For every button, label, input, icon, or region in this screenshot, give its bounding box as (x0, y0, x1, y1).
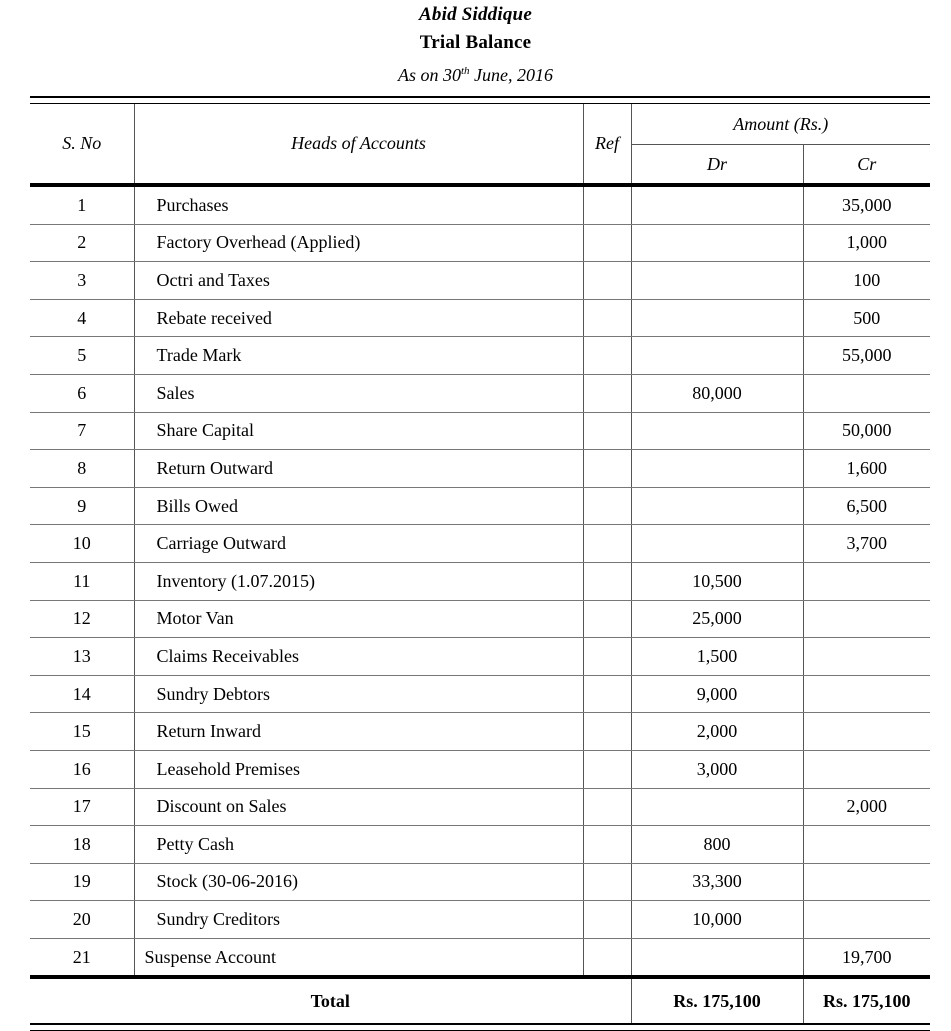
row-head-of-account: Motor Van (134, 600, 583, 638)
table-foot (30, 977, 930, 1023)
row-debit-value (631, 525, 803, 563)
table-head (30, 104, 930, 187)
row-serial-number: 6 (30, 374, 134, 412)
row-ref (583, 938, 631, 977)
document-subtitle: Trial Balance (419, 32, 532, 53)
row-credit-value: 1,000 (803, 224, 930, 262)
row-debit-value: 3,000 (631, 750, 803, 788)
row-credit-value: 3,700 (803, 525, 930, 563)
row-serial-number: 5 (30, 337, 134, 375)
row-debit-value (631, 487, 803, 525)
row-serial-number: 20 (30, 901, 134, 939)
row-serial-number: 18 (30, 826, 134, 864)
row-ref (583, 638, 631, 676)
row-serial-number: 12 (30, 600, 134, 638)
row-credit-value (803, 675, 930, 713)
row-ref (583, 299, 631, 337)
row-head-of-account: Sundry Debtors (134, 675, 583, 713)
total-debit-value: Rs. 175,100 (631, 977, 803, 1023)
table-row (30, 337, 930, 375)
row-serial-number: 14 (30, 675, 134, 713)
row-debit-value (631, 788, 803, 826)
row-head-of-account: Trade Mark (134, 337, 583, 375)
dateline-ordinal-suffix: th (460, 65, 470, 77)
dateline-prefix: As on 30 (397, 65, 461, 85)
row-head-of-account: Petty Cash (134, 826, 583, 864)
row-serial-number: 3 (30, 262, 134, 300)
row-serial-number: 4 (30, 299, 134, 337)
row-debit-value (631, 299, 803, 337)
row-ref (583, 224, 631, 262)
row-credit-value (803, 901, 930, 939)
row-serial-number: 16 (30, 750, 134, 788)
row-debit-value: 10,500 (631, 562, 803, 600)
row-debit-value (631, 938, 803, 977)
table-row (30, 299, 930, 337)
table-row (30, 750, 930, 788)
row-debit-value (631, 187, 803, 224)
table-row (30, 224, 930, 262)
row-debit-value (631, 450, 803, 488)
column-header-heads-of-accounts: Heads of Accounts (134, 104, 583, 185)
row-debit-value (631, 224, 803, 262)
table-row (30, 487, 930, 525)
row-ref (583, 187, 631, 224)
trial-balance-table-wrapper (30, 96, 930, 1031)
row-head-of-account: Stock (30-06-2016) (134, 863, 583, 901)
total-label: Total (30, 977, 631, 1023)
row-serial-number: 10 (30, 525, 134, 563)
row-head-of-account: Discount on Sales (134, 788, 583, 826)
row-credit-value: 6,500 (803, 487, 930, 525)
row-ref (583, 562, 631, 600)
table-body (30, 187, 930, 977)
document-dateline (0, 58, 951, 92)
row-head-of-account: Return Outward (134, 450, 583, 488)
total-row (30, 977, 930, 1023)
row-credit-value: 55,000 (803, 337, 930, 375)
row-debit-value (631, 412, 803, 450)
row-debit-value: 10,000 (631, 901, 803, 939)
row-credit-value: 2,000 (803, 788, 930, 826)
table-top-double-rule (30, 96, 930, 104)
row-debit-value (631, 262, 803, 300)
row-debit-value: 2,000 (631, 713, 803, 751)
row-serial-number: 9 (30, 487, 134, 525)
row-ref (583, 262, 631, 300)
row-serial-number: 15 (30, 713, 134, 751)
document-header (0, 0, 951, 92)
row-head-of-account: Inventory (1.07.2015) (134, 562, 583, 600)
row-debit-value: 9,000 (631, 675, 803, 713)
row-debit-value: 33,300 (631, 863, 803, 901)
row-ref (583, 901, 631, 939)
table-row (30, 938, 930, 977)
row-head-of-account: Leasehold Premises (134, 750, 583, 788)
row-credit-value (803, 562, 930, 600)
row-credit-value: 500 (803, 299, 930, 337)
row-head-of-account: Purchases (134, 187, 583, 224)
row-serial-number: 1 (30, 187, 134, 224)
row-head-of-account: Share Capital (134, 412, 583, 450)
row-credit-value (803, 638, 930, 676)
table-row (30, 826, 930, 864)
table-bottom-double-rule (30, 1023, 930, 1031)
row-debit-value: 1,500 (631, 638, 803, 676)
table-row (30, 638, 930, 676)
dateline-suffix: June, 2016 (469, 65, 554, 85)
table-row (30, 525, 930, 563)
document-title: Abid Siddique (419, 4, 532, 25)
row-head-of-account: Bills Owed (134, 487, 583, 525)
column-header-debit: Dr (631, 145, 803, 186)
row-credit-value (803, 713, 930, 751)
row-serial-number: 17 (30, 788, 134, 826)
row-head-of-account: Claims Receivables (134, 638, 583, 676)
row-ref (583, 525, 631, 563)
row-credit-value: 50,000 (803, 412, 930, 450)
column-header-credit: Cr (857, 153, 877, 174)
total-credit-value: Rs. 175,100 (803, 977, 930, 1023)
row-debit-value (631, 337, 803, 375)
row-ref (583, 450, 631, 488)
row-debit-value: 800 (631, 826, 803, 864)
row-head-of-account: Octri and Taxes (134, 262, 583, 300)
row-debit-value: 25,000 (631, 600, 803, 638)
row-credit-value (803, 826, 930, 864)
row-ref (583, 374, 631, 412)
row-serial-number: 19 (30, 863, 134, 901)
row-serial-number: 11 (30, 562, 134, 600)
column-header-ref: Ref (583, 104, 631, 185)
row-credit-value (803, 600, 930, 638)
table-row (30, 675, 930, 713)
row-ref (583, 713, 631, 751)
row-credit-value: 35,000 (803, 187, 930, 224)
table-row (30, 863, 930, 901)
row-serial-number: 13 (30, 638, 134, 676)
row-ref (583, 600, 631, 638)
table-row (30, 713, 930, 751)
row-credit-value (803, 750, 930, 788)
row-ref (583, 788, 631, 826)
row-ref (583, 750, 631, 788)
table-row (30, 262, 930, 300)
row-head-of-account: Rebate received (134, 299, 583, 337)
row-ref (583, 337, 631, 375)
table-row (30, 600, 930, 638)
row-ref (583, 863, 631, 901)
row-ref (583, 412, 631, 450)
row-serial-number: 21 (30, 938, 134, 977)
row-credit-value (803, 374, 930, 412)
row-serial-number: 7 (30, 412, 134, 450)
row-credit-value: 1,600 (803, 450, 930, 488)
table-row (30, 412, 930, 450)
trial-balance-table (30, 104, 930, 1023)
row-credit-value: 19,700 (842, 946, 892, 967)
table-row (30, 187, 930, 224)
row-credit-value: 100 (803, 262, 930, 300)
row-serial-number: 8 (30, 450, 134, 488)
table-row (30, 450, 930, 488)
row-head-of-account: Factory Overhead (Applied) (134, 224, 583, 262)
header-row-amount (30, 104, 930, 145)
row-head-of-account: Suspense Account (134, 938, 583, 977)
row-credit-value (803, 863, 930, 901)
row-head-of-account: Sales (134, 374, 583, 412)
row-head-of-account: Return Inward (134, 713, 583, 751)
row-debit-value: 80,000 (631, 374, 803, 412)
table-row (30, 788, 930, 826)
row-head-of-account: Carriage Outward (134, 525, 583, 563)
table-row (30, 374, 930, 412)
row-ref (583, 487, 631, 525)
table-row (30, 562, 930, 600)
table-row (30, 901, 930, 939)
column-header-amount: Amount (Rs.) (631, 104, 930, 145)
row-head-of-account: Sundry Creditors (134, 901, 583, 939)
row-ref (583, 675, 631, 713)
row-serial-number: 2 (30, 224, 134, 262)
row-ref (583, 826, 631, 864)
column-header-serial-number: S. No (30, 104, 134, 185)
